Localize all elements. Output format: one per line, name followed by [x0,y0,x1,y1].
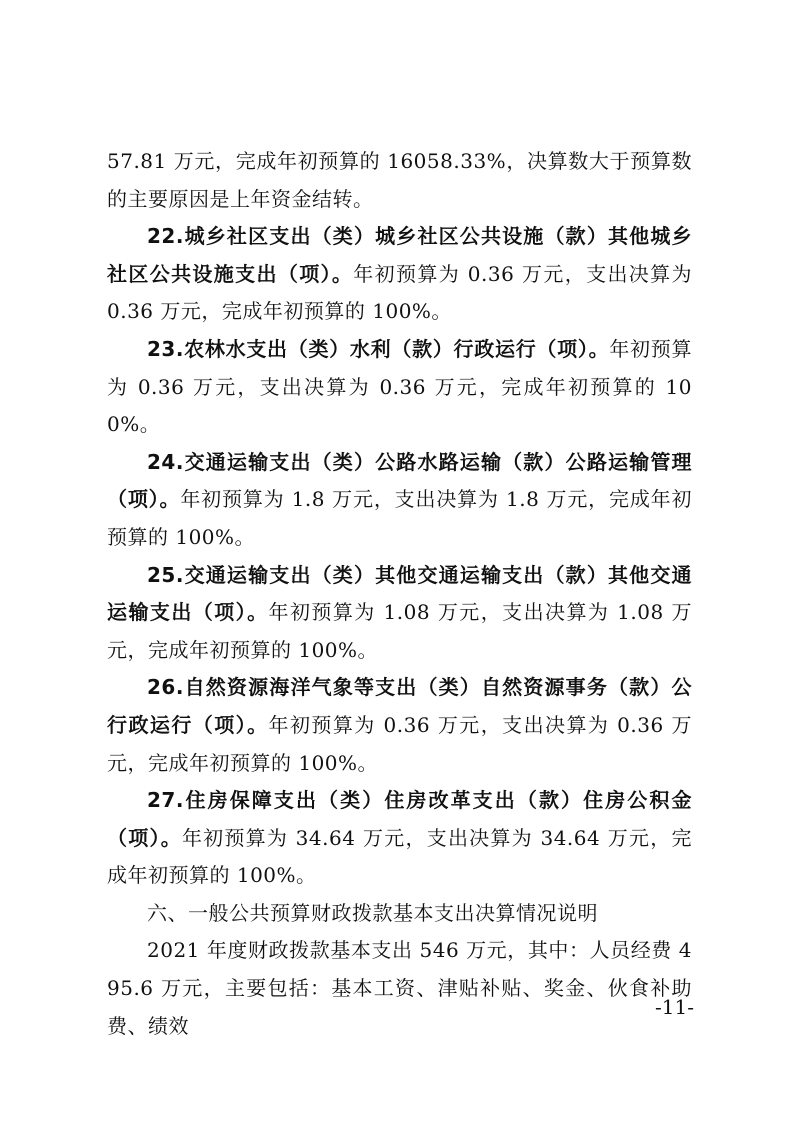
item-text: 年初预算为 1.8 万元，支出决算为 1.8 万元，完成年初预算的 100%。 [107,487,692,549]
item-text: 年初预算为 0.36 万元，支出决算为 0.36 万元，完成年初预算的 100%。 [107,336,692,437]
item-heading: 23.农林水支出（类）水利（款）行政运行（项）。 [147,336,610,361]
item-text: 年初预算为 34.64 万元，支出决算为 34.64 万元，完成年初预算的 100%。 [107,825,693,888]
paragraph-item-24 [107,444,692,557]
item-text: 年初预算为 0.36 万元，支出决算为 0.36 万元，完成年初预算的 100%。 [107,712,693,775]
paragraph-text: 57.81 万元，完成年初预算的 16058.33%，决算数大于预算数的主要原因是上年资金结转。 [107,149,692,211]
paragraph-item-26 [107,669,692,782]
paragraph-item-27 [107,782,692,895]
item-heading: 22.城乡社区支出（类）城乡社区公共设施（款）其他城乡社区公共设施支出（项）。 [107,224,692,286]
section-title: 六、一般公共预算财政拨款基本支出决算情况说明 [147,900,598,925]
item-heading: 25.交通运输支出（类）其他交通运输支出（款）其他交通运输支出（项）。 [107,562,692,625]
paragraph-continuation [107,143,692,218]
paragraph-basic-expenditure [107,932,692,1045]
item-heading: 27.住房保障支出（类）住房改革支出（款）住房公积金（项）。 [107,788,692,850]
item-heading: 26.自然资源海洋气象等支出（类）自然资源事务（款）公行政运行（项）。 [107,675,692,737]
item-text: 年初预算为 1.08 万元，支出决算为 1.08 万元，完成年初预算的 100%。 [107,600,693,662]
item-text: 年初预算为 0.36 万元，支出决算为 0.36 万元，完成年初预算的 100%。 [107,261,693,324]
paragraph-item-23 [107,331,692,444]
page-number: -11- [655,995,694,1019]
paragraph-text: 2021 年度财政拨款基本支出 546 万元，其中：人员经费 495.6 万元，主要包括：基本工资、津贴补贴、奖金、伙食补助费、绩效 [107,938,692,1038]
item-heading: 24.交通运输支出（类）公路水路运输（款）公路运输管理（项）。 [107,449,692,512]
paragraph-item-22 [107,218,692,331]
document-body [107,143,692,1045]
paragraph-item-25 [107,557,692,670]
